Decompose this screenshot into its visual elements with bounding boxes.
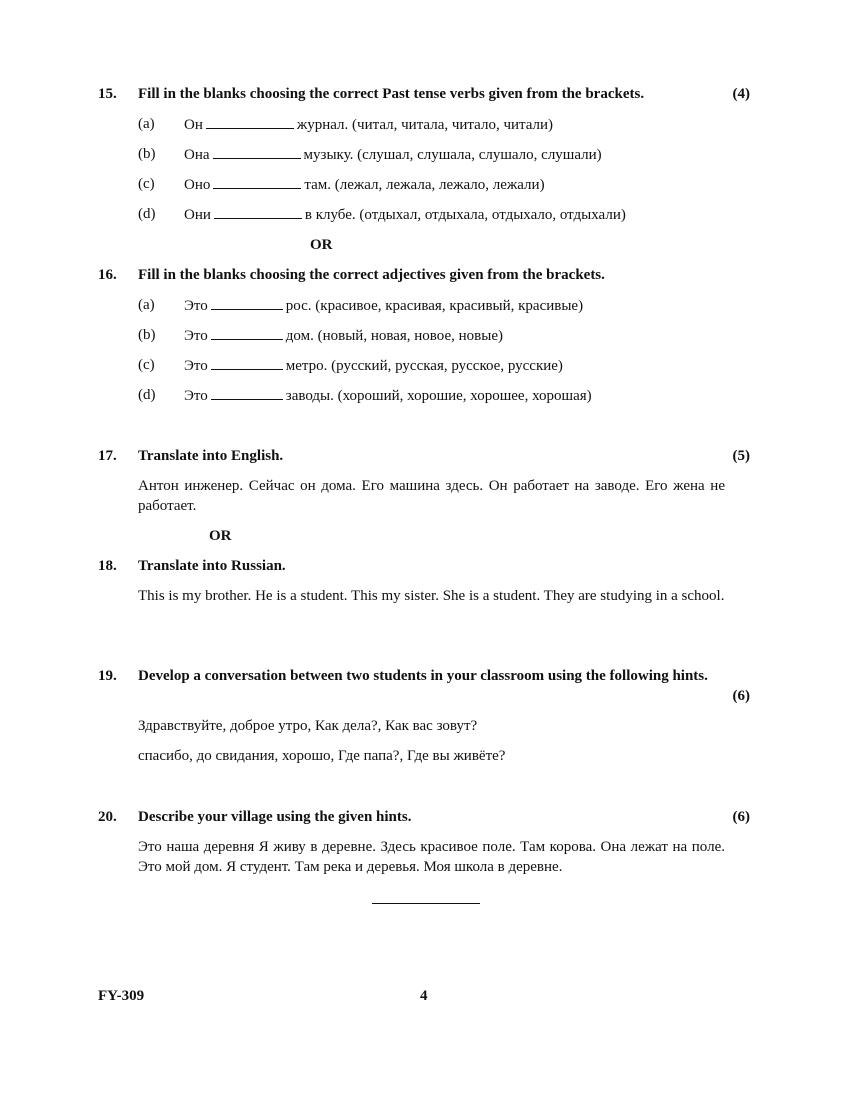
hint-line: спасибо, до свидания, хорошо, Где папа?, Где вы живёте?: [138, 748, 506, 764]
or-separator: OR: [209, 528, 232, 544]
option-suffix: заводы. (хороший, хорошие, хорошее, хорошая): [285, 388, 592, 404]
option-label: (a): [138, 116, 155, 132]
option-suffix: там. (лежал, лежала, лежало, лежали): [304, 177, 545, 193]
hint-line: Здравствуйте, доброе утро, Как дела?, Как вас зовут?: [138, 718, 478, 734]
question-number: 15.: [98, 86, 117, 102]
question-number: 18.: [98, 558, 117, 574]
question-20: [98, 807, 750, 875]
answer-blank[interactable]: [211, 355, 283, 370]
option-label: (b): [138, 146, 156, 162]
answer-blank[interactable]: [211, 325, 283, 340]
option-prefix: Это: [184, 328, 208, 344]
question-title: Translate into English.: [138, 448, 284, 464]
question-16: [98, 265, 750, 404]
option-prefix: Это: [184, 298, 208, 314]
paper-code: FY-309: [98, 988, 145, 1004]
marks: (6): [732, 809, 750, 825]
or-separator: OR: [310, 237, 333, 253]
question-number: 19.: [98, 668, 117, 684]
question-17: [98, 446, 750, 514]
option-label: (a): [138, 297, 155, 313]
question-19-header: [98, 666, 750, 706]
question-number: 17.: [98, 448, 117, 464]
option-suffix: в клубе. (отдыхал, отдыхала, отдыхало, отдыхали): [304, 207, 626, 223]
answer-blank[interactable]: [213, 174, 301, 189]
option-prefix: Они: [184, 207, 211, 223]
question-title: Fill in the blanks choosing the correct adjectives given from the brackets.: [138, 267, 605, 283]
question-15: [98, 84, 750, 223]
option-label: (b): [138, 327, 156, 343]
answer-blank[interactable]: [211, 385, 283, 400]
option-prefix: Это: [184, 358, 208, 374]
option-prefix: Он: [184, 117, 203, 133]
option-label: (c): [138, 357, 155, 373]
page-number: 4: [420, 988, 428, 1004]
end-divider: [372, 903, 480, 904]
option-prefix: Это: [184, 388, 208, 404]
option-suffix: рос. (красивое, красивая, красивый, красивые): [285, 298, 584, 314]
question-15-header: [98, 84, 750, 104]
answer-blank[interactable]: [213, 144, 301, 159]
option-prefix: Оно: [184, 177, 211, 193]
question-number: 20.: [98, 809, 117, 825]
marks: (4): [732, 86, 750, 102]
question-19: [98, 666, 750, 764]
option-suffix: дом. (новый, новая, новое, новые): [285, 328, 503, 344]
answer-blank[interactable]: [206, 114, 294, 129]
question-18-header: [98, 556, 750, 576]
question-title: Develop a conversation between two students in your classroom using the following hints.: [138, 668, 708, 684]
question-20-header: [98, 807, 750, 827]
option-label: (d): [138, 387, 156, 403]
question-title: Translate into Russian.: [138, 558, 286, 574]
question-passage: Это наша деревня Я живу в деревне. Здесь красивое поле. Там корова. Она лежат на поле. Это мой дом. Я студент. Там река и деревья. Моя школа в деревне.: [138, 839, 725, 875]
option-suffix: музыку. (слушал, слушала, слушало, слушали): [303, 147, 602, 163]
option-label: (c): [138, 176, 155, 192]
question-passage: This is my brother. He is a student. This my sister. She is a student. They are studying in a school.: [138, 588, 725, 604]
answer-blank[interactable]: [214, 204, 302, 219]
marks: (5): [732, 448, 750, 464]
question-17-header: [98, 446, 750, 466]
option-label: (d): [138, 206, 156, 222]
question-18: [98, 556, 750, 604]
question-title: Describe your village using the given hints.: [138, 809, 412, 825]
option-prefix: Она: [184, 147, 210, 163]
option-suffix: журнал. (читал, читала, читало, читали): [296, 117, 554, 133]
question-title: Fill in the blanks choosing the correct Past tense verbs given from the brackets.: [138, 86, 645, 102]
question-16-header: [98, 265, 750, 285]
question-passage: Антон инженер. Сейчас он дома. Его машина здесь. Он работает на заводе. Его жена не работает.: [138, 478, 725, 514]
option-suffix: метро. (русский, русская, русское, русские): [285, 358, 563, 374]
question-number: 16.: [98, 267, 117, 283]
marks: (6): [732, 688, 750, 704]
answer-blank[interactable]: [211, 295, 283, 310]
